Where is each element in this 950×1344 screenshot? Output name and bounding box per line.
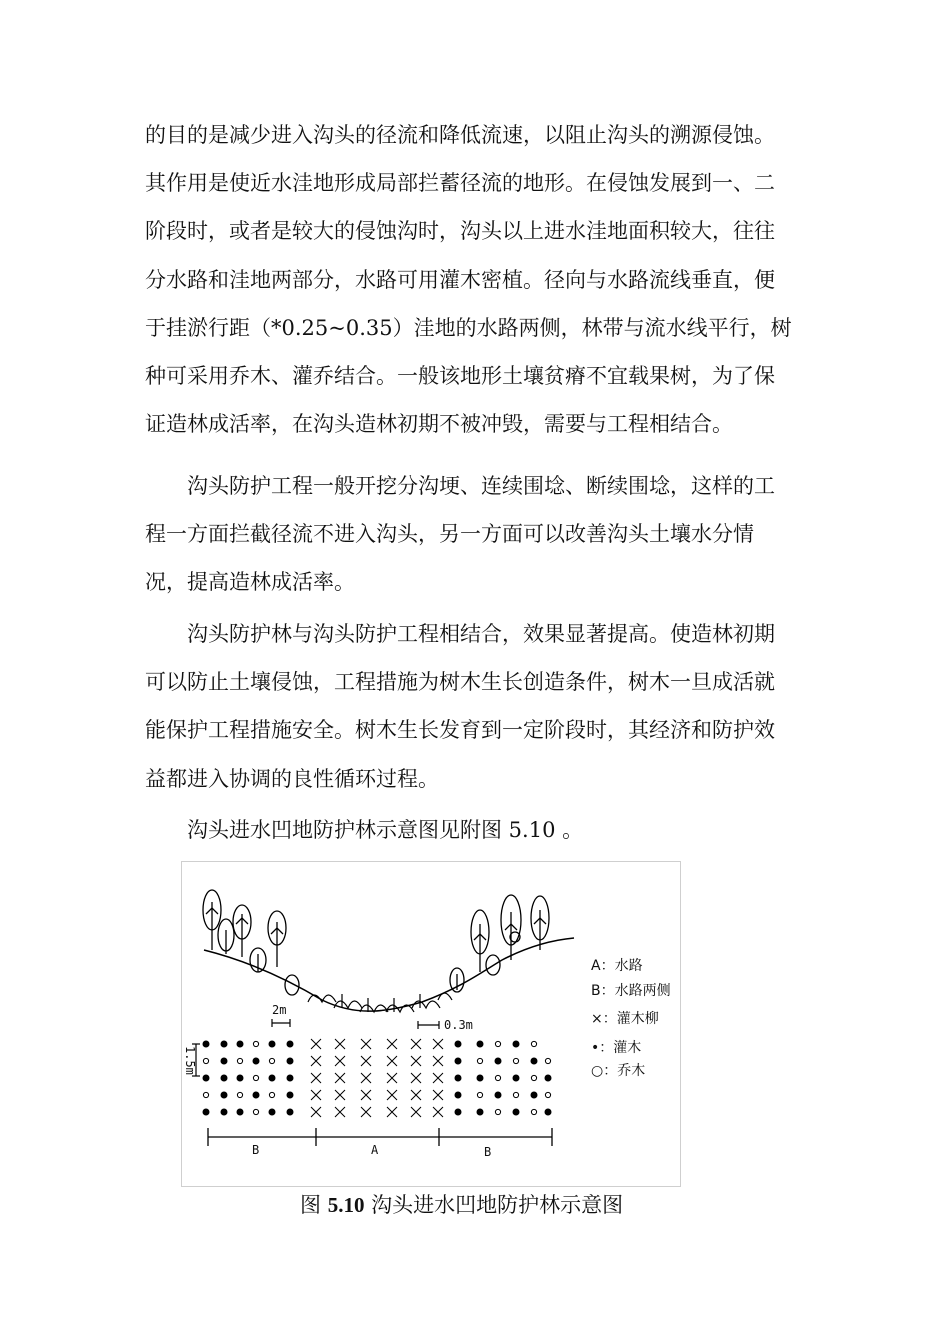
tree-dot xyxy=(531,1041,536,1046)
willow-cross xyxy=(361,1107,371,1117)
willow-cross xyxy=(311,1056,321,1066)
text-line: 况，提高造林成活率。 xyxy=(145,570,355,595)
tree-dot xyxy=(253,1041,258,1046)
text-line: 能保护工程措施安全。树木生长发育到一定阶段时，其经济和防护效 xyxy=(145,718,775,743)
tree-dot xyxy=(237,1092,242,1097)
shrub-dot xyxy=(221,1092,227,1098)
shrub-dot xyxy=(269,1109,275,1115)
legend-item-a: A：水路 xyxy=(591,958,643,974)
tree-dot xyxy=(495,1041,500,1046)
willow-cross xyxy=(387,1073,397,1083)
shrub-dot xyxy=(545,1075,551,1081)
shrub-dot xyxy=(221,1109,227,1115)
legend-item-b: B：水路两侧 xyxy=(591,983,671,999)
willow-cross xyxy=(335,1039,345,1049)
label-2m: 2m xyxy=(272,1003,287,1017)
tree-dot xyxy=(495,1109,500,1114)
legend-item-filled: •：灌木 xyxy=(591,1040,642,1056)
shrub-dot xyxy=(531,1092,537,1098)
zone-label-b-right: B xyxy=(484,1145,492,1159)
shrub-dot xyxy=(269,1041,275,1047)
willow-cross xyxy=(411,1073,421,1083)
shrub-dot xyxy=(455,1109,461,1115)
shrub-dot xyxy=(455,1092,461,1098)
zone-label-b-left: B xyxy=(252,1143,260,1157)
willow-cross xyxy=(433,1073,443,1083)
text-line: 益都进入协调的良性循环过程。 xyxy=(145,766,439,791)
shrub-dot xyxy=(287,1041,293,1047)
shrub-dot xyxy=(237,1109,243,1115)
willow-cross xyxy=(361,1056,371,1066)
willow-cross xyxy=(411,1056,421,1066)
paragraph-2 xyxy=(145,462,807,607)
willow-cross xyxy=(411,1039,421,1049)
shrub-dot xyxy=(269,1075,275,1081)
shrub-dot xyxy=(477,1041,483,1047)
legend-item-open: ○：乔木 xyxy=(591,1063,646,1079)
tree-dot xyxy=(253,1075,258,1080)
text-line: 程一方面拦截径流不进入沟头，另一方面可以改善沟头土壤水分情 xyxy=(145,522,754,547)
tree-dot xyxy=(237,1058,242,1063)
label-15m: 1.5m xyxy=(183,1046,197,1075)
willow-cross xyxy=(311,1039,321,1049)
text-line: 可以防止土壤侵蚀，工程措施为树木生长创造条件，树木一旦成活就 xyxy=(145,670,775,695)
shrub-dot xyxy=(455,1058,461,1064)
willow-cross xyxy=(387,1107,397,1117)
shrub-dot xyxy=(513,1075,519,1081)
tree-dot xyxy=(253,1109,258,1114)
shrub-dot xyxy=(531,1058,537,1064)
shrub-dot xyxy=(477,1075,483,1081)
text-line: 其作用是使近水洼地形成局部拦蓄径流的地形。在侵蚀发展到一、二 xyxy=(145,171,775,196)
tree-dot xyxy=(513,1092,518,1097)
tree-dot xyxy=(477,1092,482,1097)
willow-cross xyxy=(433,1107,443,1117)
willow-cross xyxy=(387,1056,397,1066)
paragraph-3 xyxy=(145,610,807,803)
shrub-dot xyxy=(237,1075,243,1081)
caption-prefix: 图 xyxy=(300,1193,328,1217)
willow-cross xyxy=(335,1073,345,1083)
shrub-dot xyxy=(495,1092,501,1098)
shrub-dot xyxy=(477,1109,483,1115)
right-trees xyxy=(450,895,549,992)
tree-dot xyxy=(545,1058,550,1063)
willow-cross xyxy=(411,1090,421,1100)
willow-cross xyxy=(361,1039,371,1049)
paragraph-1 xyxy=(145,111,807,448)
tree-dot xyxy=(477,1058,482,1063)
willow-cross xyxy=(433,1090,443,1100)
willow-cross xyxy=(387,1090,397,1100)
shrub-dot xyxy=(287,1075,293,1081)
shrub-dot xyxy=(287,1109,293,1115)
figure-caption xyxy=(300,1189,623,1219)
shrub-dot xyxy=(253,1092,259,1098)
text-line: 证造林成活率，在沟头造林初期不被冲毁，需要与工程相结合。 xyxy=(145,412,733,437)
zone-label-a: A xyxy=(371,1143,379,1157)
text-line: 阶段时，或者是较大的侵蚀沟时，沟头以上进水洼地面积较大，往往 xyxy=(145,219,775,244)
label-03m: 0.3m xyxy=(444,1018,473,1032)
shrub-dot xyxy=(221,1041,227,1047)
caption-number: 5.10 xyxy=(327,1193,365,1217)
tree-dot xyxy=(495,1075,500,1080)
willow-cross xyxy=(361,1073,371,1083)
shrub-dot xyxy=(237,1041,243,1047)
dimension-markers xyxy=(192,1019,439,1076)
terrain-profile xyxy=(204,938,574,1011)
tree-dot xyxy=(269,1092,274,1097)
tree-dot xyxy=(269,1058,274,1063)
text-line: 沟头防护工程一般开挖分沟埂、连续围埝、断续围埝，这样的工 xyxy=(145,474,775,498)
shrub-dot xyxy=(455,1041,461,1047)
tree-dot xyxy=(203,1058,208,1063)
shrub-dot xyxy=(203,1041,209,1047)
shrub-dot xyxy=(513,1109,519,1115)
willow-cross xyxy=(411,1107,421,1117)
shrub-dot xyxy=(287,1058,293,1064)
paragraph-4 xyxy=(145,806,807,854)
tree-dot xyxy=(513,1058,518,1063)
shrub-dot xyxy=(253,1058,259,1064)
text-line: 的目的是减少进入沟头的径流和降低流速，以阻止沟头的溯源侵蚀。 xyxy=(145,123,775,147)
zone-baseline xyxy=(208,1128,552,1146)
willow-cross xyxy=(433,1056,443,1066)
tree-dot xyxy=(531,1109,536,1114)
text-line: 沟头进水凹地防护林示意图见附图 5.10 。 xyxy=(145,818,584,842)
tree-dot xyxy=(203,1092,208,1097)
text-line: 沟头防护林与沟头防护工程相结合，效果显著提高。使造林初期 xyxy=(145,622,775,646)
tree-dot xyxy=(531,1075,536,1080)
planting-grid xyxy=(203,1039,551,1117)
willow-cross xyxy=(361,1090,371,1100)
shrub-dot xyxy=(203,1075,209,1081)
tree-dot xyxy=(545,1092,550,1097)
legend-item-cross: ×：灌木柳 xyxy=(591,1011,659,1027)
shrub-dot xyxy=(221,1058,227,1064)
willow-cross xyxy=(311,1073,321,1083)
willow-cross xyxy=(387,1039,397,1049)
willow-cross xyxy=(311,1090,321,1100)
shrub-dot xyxy=(513,1041,519,1047)
willow-cross xyxy=(335,1107,345,1117)
text-line: 种可采用乔木、灌乔结合。一般该地形土壤贫瘠不宜载果树，为了保 xyxy=(145,363,775,388)
shrub-dot xyxy=(545,1109,551,1115)
shrub-dot xyxy=(221,1075,227,1081)
shrub-dot xyxy=(203,1109,209,1115)
willow-cross xyxy=(433,1039,443,1049)
caption-title: 沟头进水凹地防护林示意图 xyxy=(364,1193,624,1217)
diagram-svg xyxy=(182,862,682,1188)
text-line: 分水路和洼地两部分，水路可用灌木密植。径向与水路流线垂直，便 xyxy=(145,267,775,292)
willow-cross xyxy=(335,1056,345,1066)
shrub-dot xyxy=(495,1058,501,1064)
shrub-dot xyxy=(287,1092,293,1098)
willow-cross xyxy=(335,1090,345,1100)
shrub-dot xyxy=(455,1075,461,1081)
valley-shrubs xyxy=(308,993,452,1012)
text-line: 于挂淤行距（*0.25~0.35）洼地的水路两侧，林带与流水线平行，树 xyxy=(145,315,792,340)
figure-gully-forest-diagram xyxy=(181,861,681,1187)
willow-cross xyxy=(311,1107,321,1117)
